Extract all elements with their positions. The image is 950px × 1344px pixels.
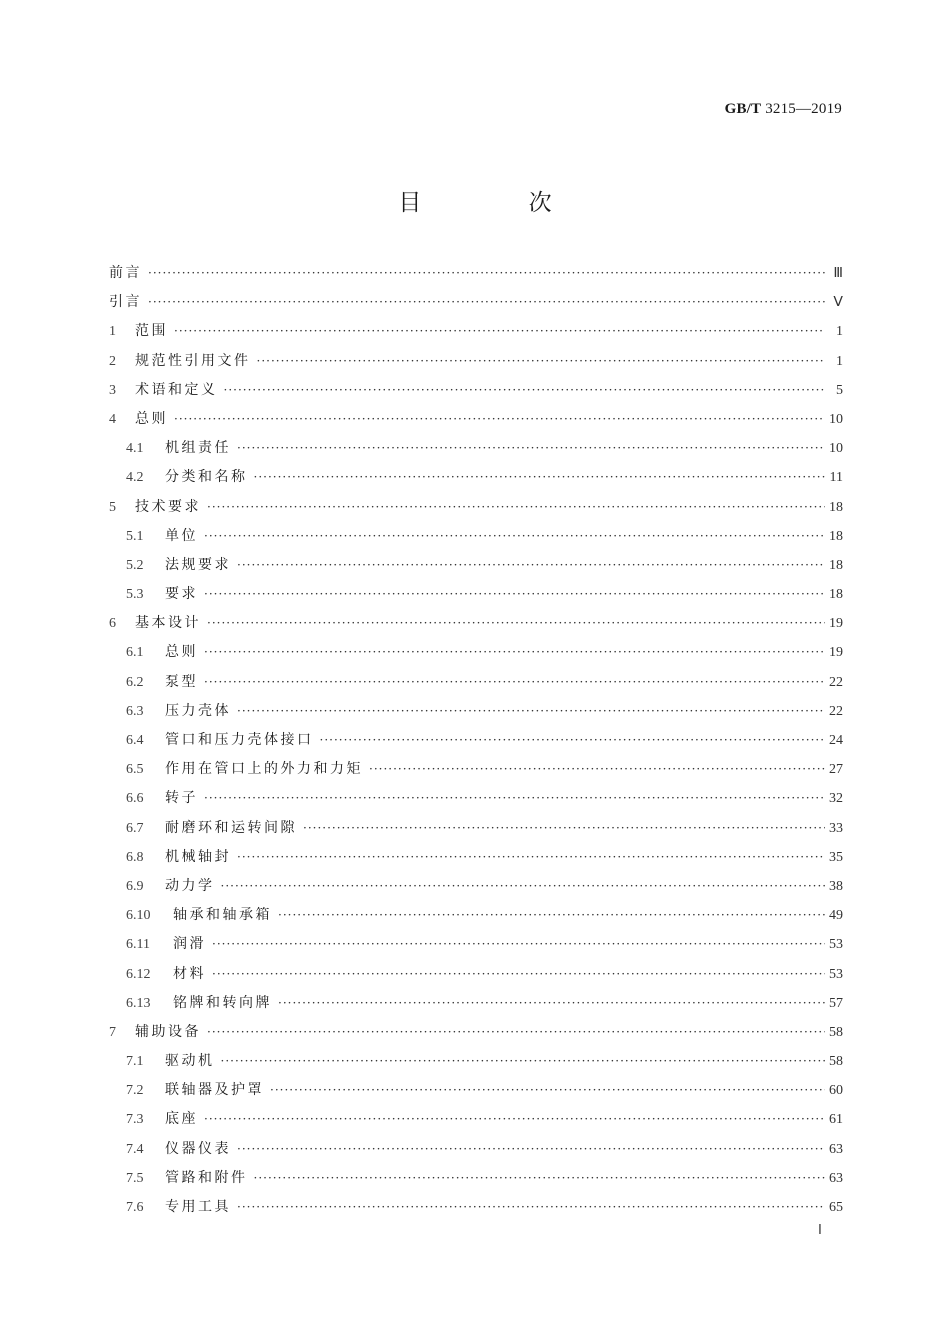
toc-entry[interactable] [109,259,843,288]
toc-entry-label: 耐磨环和运转间隙 [165,819,297,836]
toc-entry-number: 6.10 [126,908,151,924]
dot-leader [237,1193,825,1222]
footer-page-number: Ⅰ [817,1223,822,1238]
toc-entry-label: 总则 [135,410,168,427]
toc-entry-page: 60 [829,1083,843,1099]
toc-entry[interactable] [109,405,843,434]
toc-entry-number: 6.7 [126,820,144,836]
toc-entry[interactable] [109,726,843,755]
toc-entry[interactable] [109,1164,843,1193]
standard-prefix: GB/T [724,101,762,117]
dot-leader [278,901,825,930]
toc-entry-label: 驱动机 [165,1053,215,1070]
toc-entry-label: 作用在管口上的外力和力矩 [165,761,363,778]
dot-leader [204,580,825,609]
dot-leader [174,317,825,346]
dot-leader [207,609,825,638]
dot-leader [212,930,825,959]
toc-entry-number: 7.1 [126,1054,144,1070]
toc-entry-number: 6.5 [126,762,144,778]
toc-entry-number: 6 [109,616,116,632]
toc-entry[interactable] [109,434,843,463]
toc-entry-page: 1 [836,324,843,340]
dot-leader [237,551,825,580]
toc-entry-label: 技术要求 [135,498,201,515]
toc-entry-page: 24 [829,733,843,748]
dot-leader [207,493,825,522]
toc-entry[interactable] [109,901,843,930]
toc-entry[interactable] [109,376,843,405]
toc-entry-page: Ⅲ [833,266,843,281]
dot-leader [204,1105,825,1134]
toc-entry-label: 润滑 [173,936,206,953]
toc-entry[interactable] [109,1047,843,1076]
toc-entry-number: 6.6 [126,791,144,807]
toc-entry-label: 范围 [135,323,168,340]
toc-entry-label: 机械轴封 [165,848,231,865]
toc-entry-page: Ⅴ [833,295,843,311]
toc-entry-label: 转子 [165,790,198,807]
toc-entry-page: 18 [829,557,843,573]
toc-entry-number: 7.4 [126,1141,144,1157]
toc-entry-label: 机组责任 [165,440,231,457]
dot-leader [257,347,826,376]
toc-entry-number: 1 [109,324,116,340]
toc-entry[interactable] [109,697,843,726]
toc-entry-page: 27 [829,762,843,778]
toc-entry[interactable] [109,317,843,346]
toc-entry[interactable] [109,843,843,872]
toc-entry[interactable] [109,989,843,1018]
dot-leader [221,1047,826,1076]
toc-entry-number: 7.3 [126,1112,144,1128]
toc-entry[interactable] [109,288,843,317]
toc-entry-page: 49 [829,908,843,924]
dot-leader [369,755,825,784]
toc-entry-number: 6.11 [126,937,150,953]
toc-entry[interactable] [109,930,843,959]
toc-entry-label: 轴承和轴承箱 [173,907,272,924]
toc-entry-page: 53 [829,937,843,953]
toc-entry-number: 7.2 [126,1083,144,1099]
dot-leader [174,405,825,434]
toc-entry[interactable] [109,463,843,492]
toc-entry-label: 动力学 [165,877,215,894]
toc-entry-number: 6.9 [126,878,144,894]
toc-entry-label: 联轴器及护罩 [165,1082,264,1099]
toc-entry-number: 6.4 [126,733,144,748]
dot-leader [278,989,825,1018]
toc-entry-page: 5 [836,382,843,398]
toc-entry-page: 65 [829,1200,843,1215]
toc-entry-number: 5.1 [126,528,144,544]
toc-entry-page: 1 [836,353,843,369]
dot-leader [212,960,825,989]
dot-leader [320,726,826,755]
toc-entry[interactable] [109,784,843,813]
dot-leader [237,434,825,463]
toc-entry-page: 35 [829,849,843,865]
toc-entry-page: 22 [829,674,843,690]
toc-entry-number: 6.1 [126,645,144,661]
toc-entry-label: 引言 [109,294,142,311]
toc-entry-page: 58 [829,1054,843,1070]
dot-leader [254,463,826,492]
toc-entry-label: 底座 [165,1111,198,1128]
dot-leader [204,522,825,551]
toc-entry-page: 19 [829,645,843,661]
toc-entry-page: 63 [829,1170,843,1186]
toc-entry-label: 分类和名称 [165,469,248,486]
toc-entry-page: 22 [829,703,843,719]
toc-entry-page: 19 [829,616,843,632]
toc-entry-label: 总则 [165,644,198,661]
dot-leader [237,1135,825,1164]
toc-entry[interactable] [109,1193,843,1222]
toc-entry-label: 辅助设备 [135,1023,201,1040]
toc-entry-page: 63 [829,1141,843,1157]
toc-entry-number: 6.13 [126,995,151,1011]
dot-leader [204,668,825,697]
toc-entry-page: 33 [829,820,843,836]
dot-leader [237,843,825,872]
toc-entry-number: 4.1 [126,441,144,457]
dot-leader [270,1076,825,1105]
toc-entry-number: 4.2 [126,470,144,486]
dot-leader [148,259,825,288]
toc-entry-number: 7.5 [126,1170,144,1186]
toc-entry-number: 3 [109,382,116,398]
standard-number: 3215—2019 [765,101,842,117]
toc-entry-number: 6.8 [126,849,144,865]
dot-leader [237,697,825,726]
toc-entry-number: 6.12 [126,966,151,982]
toc-entry-page: 18 [829,499,843,515]
toc-entry[interactable] [109,580,843,609]
toc-entry-label: 管口和压力壳体接口 [165,732,314,748]
toc-entry-label: 铭牌和转向牌 [173,994,272,1011]
toc-entry-page: 57 [829,995,843,1011]
toc-entry[interactable] [109,1135,843,1164]
toc-entry-label: 基本设计 [135,615,201,632]
toc-entry-label: 单位 [165,527,198,544]
toc-entry-number: 2 [109,353,116,369]
toc-entry-page: 10 [829,441,843,457]
toc-entry-label: 法规要求 [165,556,231,573]
toc-entry-number: 5 [109,499,116,515]
toc-entry[interactable] [109,755,843,784]
toc-entry-page: 11 [829,470,843,486]
toc-title: 目 次 [398,190,602,216]
toc-entry-label: 专用工具 [165,1199,231,1215]
toc-entry-label: 前言 [109,265,142,281]
toc-entry-number: 5.2 [126,557,144,573]
toc-entry[interactable] [109,668,843,697]
dot-leader [204,784,825,813]
toc-entry-page: 18 [829,528,843,544]
toc-entry[interactable] [109,1105,843,1134]
table-of-contents [109,259,843,1222]
dot-leader [204,638,825,667]
toc-entry-number: 6.2 [126,674,144,690]
toc-entry-page: 58 [829,1024,843,1040]
dot-leader [303,814,825,843]
toc-entry-label: 泵型 [165,673,198,690]
dot-leader [207,1018,825,1047]
toc-entry-label: 材料 [173,965,206,982]
toc-entry-label: 要求 [165,586,198,603]
toc-entry[interactable] [109,522,843,551]
dot-leader [148,288,825,317]
toc-entry[interactable] [109,638,843,667]
toc-entry[interactable] [109,1018,843,1047]
toc-entry-page: 32 [829,791,843,807]
dot-leader [221,872,826,901]
toc-entry-page: 10 [829,411,843,427]
toc-entry[interactable] [109,347,843,376]
toc-entry-label: 仪器仪表 [165,1140,231,1157]
dot-leader [254,1164,826,1193]
toc-entry[interactable] [109,872,843,901]
toc-entry[interactable] [109,814,843,843]
toc-entry[interactable] [109,551,843,580]
toc-entry-number: 6.3 [126,703,144,719]
toc-entry-label: 管路和附件 [165,1169,248,1186]
toc-entry-page: 18 [829,587,843,603]
toc-entry-page: 38 [829,878,843,894]
toc-entry-page: 61 [829,1112,843,1128]
toc-entry[interactable] [109,960,843,989]
standard-code [725,101,842,118]
toc-entry-label: 规范性引用文件 [135,352,251,369]
dot-leader [224,376,826,405]
toc-entry-number: 4 [109,411,116,427]
toc-entry-number: 7.6 [126,1200,144,1215]
toc-entry[interactable] [109,609,843,638]
toc-entry[interactable] [109,493,843,522]
toc-entry-page: 53 [829,966,843,982]
toc-entry-label: 术语和定义 [135,381,218,398]
toc-entry-number: 5.3 [126,587,144,603]
toc-entry[interactable] [109,1076,843,1105]
toc-entry-label: 压力壳体 [165,702,231,719]
toc-entry-number: 7 [109,1024,116,1040]
